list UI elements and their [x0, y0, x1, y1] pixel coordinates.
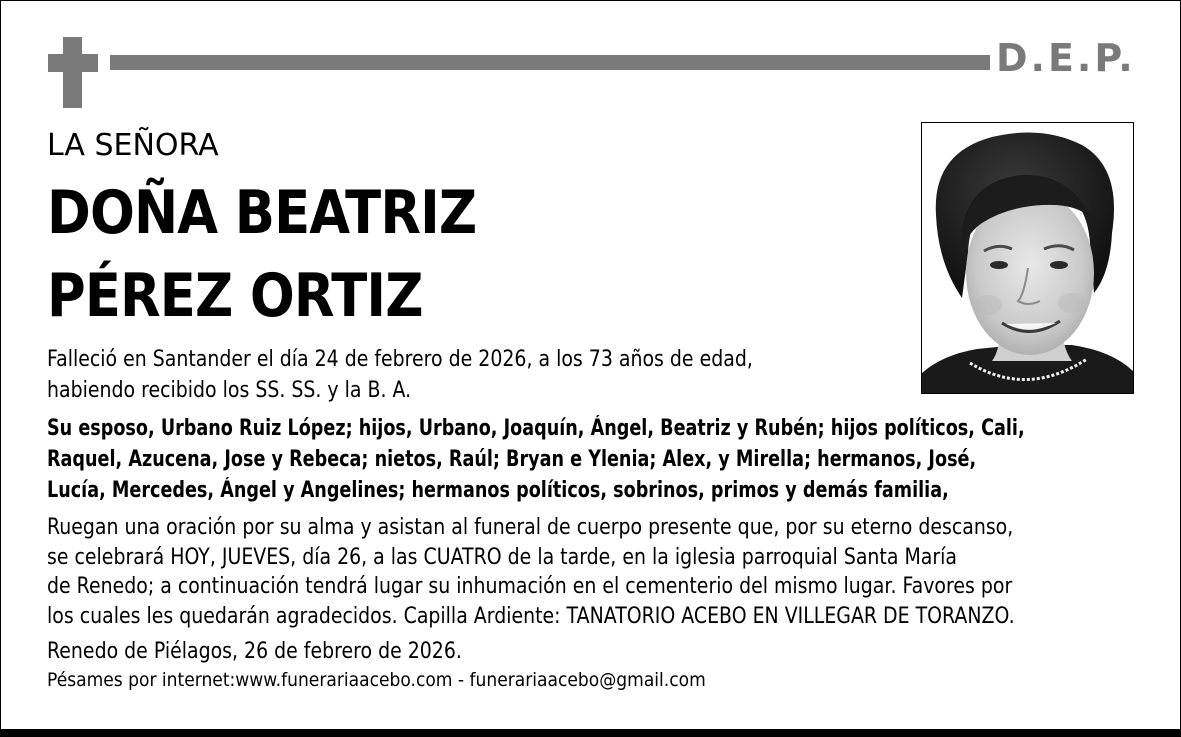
place-and-date-text: Renedo de Piélagos, 26 de febrero de 2026. [47, 639, 462, 664]
cross-horizontal-bar [48, 54, 98, 72]
deceased-name-line1: DOÑA BEATRIZ [47, 178, 477, 248]
funeral-details-line: se celebrará HOY, JUEVES, día 26, a las CUATRO de la tarde, en la iglesia parroquial Santa María [47, 544, 958, 570]
funeral-details-line: los cuales les quedarán agradecidos. Capilla Ardiente: TANATORIO ACEBO EN VILLEGAR DE TORANZO. [47, 603, 1015, 629]
death-announcement-line: habiendo recibido los SS. SS. y la B. A. [47, 378, 412, 403]
salutation: LA SEÑORA [47, 128, 219, 163]
death-announcement [47, 344, 1167, 406]
family-list-line: Raquel, Azucena, Jose y Rebeca; nietos, Raúl; Bryan e Ylenia; Alex, y Mirella; hermanos, José, [47, 447, 977, 472]
funeral-details-line: de Renedo; a continuación tendrá lugar su inhumación en el cementerio del mismo lugar. Favores por [47, 574, 1013, 599]
condolences-contact [47, 666, 1167, 694]
cross-vertical-bar [63, 37, 82, 108]
death-announcement-line: Falleció en Santander el día 24 de febrero de 2026, a los 73 años de edad, [47, 347, 753, 372]
dep-label: D.E.P. [996, 36, 1136, 80]
place-and-date [47, 636, 1167, 667]
family-list [47, 413, 1167, 506]
family-list-line: Lucía, Mercedes, Ángel y Angelines; hermanos políticos, sobrinos, primos y demás familia, [47, 478, 949, 503]
family-list-line: Su esposo, Urbano Ruiz López; hijos, Urbano, Joaquín, Ángel, Beatriz y Rubén; hijos políticos, Cali, [47, 416, 1025, 441]
deceased-name-line2: PÉREZ ORTIZ [47, 261, 423, 331]
condolences-contact-text: Pésames por internet:www.funerariaacebo.com - funerariaacebo@gmail.com [47, 669, 706, 691]
funeral-details-line: Ruegan una oración por su alma y asistan al funeral de cuerpo presente que, por su eterno descanso, [47, 515, 1014, 540]
bottom-rule [0, 729, 1181, 737]
funeral-details [47, 513, 1167, 631]
header-rule [110, 55, 990, 70]
